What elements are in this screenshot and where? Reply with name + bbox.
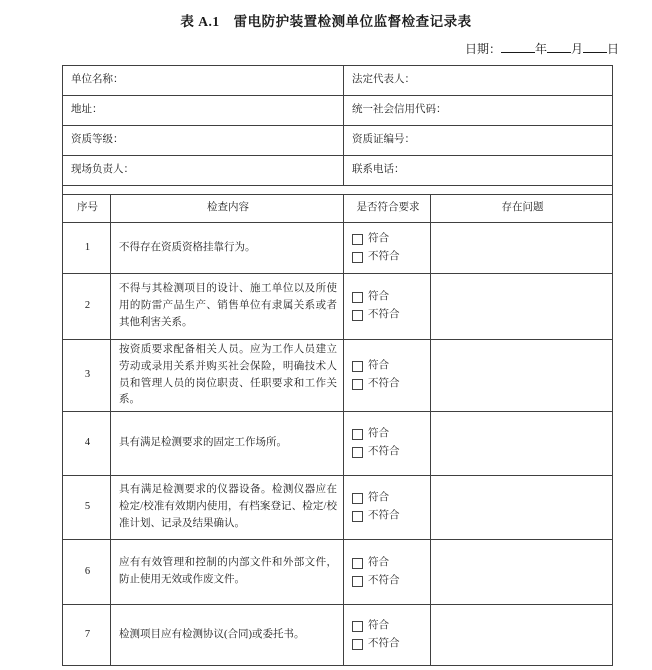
info-row-address [63,96,613,126]
info-row-site-manager [63,156,613,186]
empty-checkbox-icon[interactable] [352,310,363,321]
date-year-unit: 年 [534,42,547,56]
checkbox-label: 符合 [368,556,389,568]
checkbox-label: 不符合 [368,250,400,262]
checkbox-option-conform[interactable] [352,290,424,306]
checkbox-label: 符合 [368,428,389,440]
problem-cell [431,605,613,666]
checkbox-option-conform[interactable] [352,359,424,375]
credit-code-label: 统一社会信用代码： [344,96,613,126]
date-day-blank[interactable] [583,39,607,53]
empty-checkbox-icon[interactable] [352,511,363,522]
compliance-cell [344,274,431,340]
checkbox-option-conform[interactable] [352,491,424,507]
contact-phone-label: 联系电话： [344,156,613,186]
compliance-cell [344,540,431,605]
compliance-cell [344,340,431,412]
table-row [63,223,613,274]
checkbox-option-nonconform[interactable] [352,445,424,461]
empty-checkbox-icon[interactable] [352,558,363,569]
row-number: 5 [63,476,111,540]
info-row-qualification [63,126,613,156]
date-month-blank[interactable] [547,39,571,53]
inspection-content: 不得存在资质资格挂靠行为。 [111,223,344,274]
table-header-row [63,195,613,223]
checkbox-label: 不符合 [368,637,400,649]
empty-checkbox-icon[interactable] [352,252,363,263]
qualification-level-label: 资质等级： [63,126,344,156]
problem-cell [431,223,613,274]
col-header-problems: 存在问题 [431,195,613,223]
checkbox-option-nonconform[interactable] [352,509,424,525]
checkbox-option-conform[interactable] [352,231,424,247]
col-header-content: 检查内容 [111,195,344,223]
checkbox-label: 符合 [368,360,389,372]
checkbox-option-conform[interactable] [352,427,424,443]
inspection-content: 具有满足检测要求的仪器设备。检测仪器应在检定/校准有效期内使用，有档案登记、检定/校准计划、记录及结果确认。 [111,476,344,540]
empty-checkbox-icon[interactable] [352,292,363,303]
problem-cell [431,412,613,476]
page-title: 表 A.1 雷电防护装置检测单位监督检查记录表 [180,14,472,29]
checkbox-label: 不符合 [368,309,400,321]
inspection-record-table [62,65,613,666]
empty-checkbox-icon[interactable] [352,234,363,245]
site-manager-label: 现场负责人： [63,156,344,186]
table-row [63,412,613,476]
compliance-cell [344,412,431,476]
date-year-blank[interactable] [501,39,535,53]
info-row-unit-name [63,66,613,96]
problem-cell [431,340,613,412]
col-header-no: 序号 [63,195,111,223]
checkbox-option-nonconform[interactable] [352,249,424,265]
checkbox-option-nonconform[interactable] [352,377,424,393]
checkbox-label: 符合 [368,291,389,303]
table-row [63,340,613,412]
compliance-cell [344,476,431,540]
legal-representative-label: 法定代表人： [344,66,613,96]
checkbox-option-nonconform[interactable] [352,308,424,324]
compliance-cell [344,605,431,666]
empty-checkbox-icon[interactable] [352,429,363,440]
table-row [63,274,613,340]
certificate-number-label: 资质证编号： [344,126,613,156]
empty-checkbox-icon[interactable] [352,621,363,632]
checkbox-option-conform[interactable] [352,618,424,634]
row-number: 6 [63,540,111,605]
checkbox-label: 符合 [368,232,389,244]
table-row [63,605,613,666]
col-header-compliance: 是否符合要求 [344,195,431,223]
row-number: 1 [63,223,111,274]
checkbox-label: 不符合 [368,574,400,586]
row-number: 2 [63,274,111,340]
section-gap [63,186,613,195]
empty-checkbox-icon[interactable] [352,639,363,650]
section-gap-cell [63,186,613,195]
inspection-content: 检测项目应有检测协议(合同)或委托书。 [111,605,344,666]
problem-cell [431,540,613,605]
checkbox-label: 不符合 [368,378,400,390]
empty-checkbox-icon[interactable] [352,361,363,372]
inspection-content: 具有满足检测要求的固定工作场所。 [111,412,344,476]
address-label: 地址： [63,96,344,126]
checkbox-option-conform[interactable] [352,555,424,571]
inspection-content: 不得与其检测项目的设计、施工单位以及所使用的防雷产品生产、销售单位有隶属关系或者其他利害关系。 [111,274,344,340]
problem-cell [431,476,613,540]
date-label: 日期： [464,42,501,56]
empty-checkbox-icon[interactable] [352,576,363,587]
checkbox-label: 符合 [368,619,389,631]
empty-checkbox-icon[interactable] [352,493,363,504]
inspection-content: 应有有效管理和控制的内部文件和外部文件，防止使用无效或作废文件。 [111,540,344,605]
table-row [63,540,613,605]
checkbox-label: 不符合 [368,510,400,522]
checkbox-label: 符合 [368,492,389,504]
checkbox-option-nonconform[interactable] [352,573,424,589]
date-day-unit: 日 [606,42,619,56]
row-number: 7 [63,605,111,666]
checkbox-option-nonconform[interactable] [352,636,424,652]
table-row [63,476,613,540]
empty-checkbox-icon[interactable] [352,447,363,458]
checkbox-label: 不符合 [368,446,400,458]
empty-checkbox-icon[interactable] [352,379,363,390]
inspection-content: 按资质要求配备相关人员。应为工作人员建立劳动或录用关系并购买社会保险，明确技术人员和管理人员的岗位职责、任职要求和工作关系。 [111,340,344,412]
row-number: 4 [63,412,111,476]
problem-cell [431,274,613,340]
row-number: 3 [63,340,111,412]
unit-name-label: 单位名称： [63,66,344,96]
date-line [62,39,619,57]
date-month-unit: 月 [570,42,583,56]
compliance-cell [344,223,431,274]
